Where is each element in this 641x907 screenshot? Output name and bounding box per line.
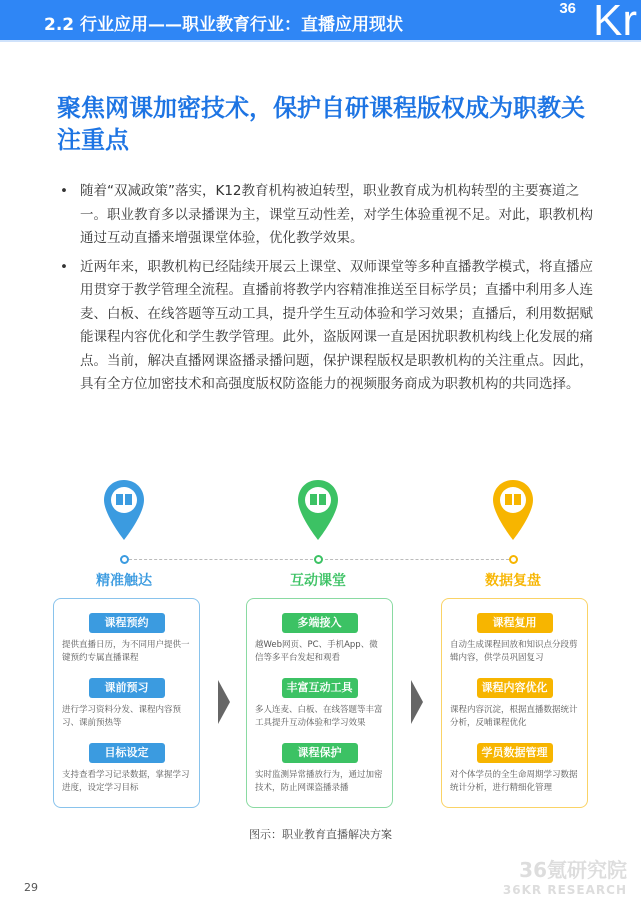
feature-tag: 课程预约 — [89, 613, 165, 633]
column-box — [246, 598, 393, 808]
feature-tag: 课程复用 — [477, 613, 553, 633]
feature-desc: 提供直播日历，为不同用户提供一键预约专属直播课程 — [62, 640, 190, 663]
watermark: 36氪研究院 36KR RESEARCH — [502, 858, 627, 897]
page-heading: 聚焦网课加密技术，保护自研课程版权成为职教关注重点 — [57, 94, 585, 154]
location-pin-book-icon — [296, 478, 340, 544]
feature-tag: 丰富互动工具 — [282, 678, 358, 698]
header-bar: 2.2 行业应用——职业教育行业：直播应用现状 36 Kr — [0, 0, 641, 42]
arrow-right-icon — [218, 680, 230, 724]
feature-desc: 越Web网页、PC、手机App、微信等多平台发起和观看 — [255, 640, 378, 663]
feature-tag: 课程保护 — [282, 743, 358, 763]
feature-tag: 课前预习 — [89, 678, 165, 698]
column-label: 数据复盘 — [485, 573, 541, 589]
column-label: 精准触达 — [96, 573, 152, 589]
page-number: 29 — [24, 881, 38, 894]
bullet-list — [60, 180, 600, 402]
location-pin-book-icon — [102, 478, 146, 544]
feature-tag: 课程内容优化 — [477, 678, 553, 698]
feature-desc: 对个体学员的全生命周期学习数据统计分析，进行精细化管理 — [450, 770, 578, 793]
feature-desc: 课程内容沉淀，根据直播数据统计分析，反哺课程优化 — [450, 705, 578, 728]
column-box — [441, 598, 588, 808]
bullet-item: • 近两年来，职教机构已经陆续开展云上课堂、双师课堂等多种直播教学模式，将直播应用贯穿于教学管理全流程。直播前将教学内容精准推送至目标学员；直播中利用多人连麦、白板、在线答题等互动工具，提升学生互动体验和学习效果；直播后，利用数据赋能课程内容优化和学生教学管理。此外，盗版网课一直是困扰职教机构线上化发展的痛点。当前，解决直播网课盗播录播问题，保护课程版权是职教机构的关注重点。因此，具有全方位加密技术和高强度版权防盗能力的视频服务商成为职教机构的共同选择。 — [60, 258, 593, 392]
column-label: 互动课堂 — [290, 573, 346, 589]
feature-tag: 多端接入 — [282, 613, 358, 633]
figure-caption: 图示：职业教育直播解决方案 — [249, 828, 392, 841]
timeline-node — [509, 555, 518, 564]
feature-tag: 学员数据管理 — [477, 743, 553, 763]
section-title: 2.2 行业应用——职业教育行业：直播应用现状 — [44, 15, 404, 35]
timeline-node — [120, 555, 129, 564]
bullet-item: • 随着“双减政策”落实，K12教育机构被迫转型，职业教育成为机构转型的主要赛道之一。职业教育多以录播课为主，课堂互动性差，对学生体验重视不足。对此，职教机构通过互动直播来增强课堂体验，优化教学效果。 — [60, 183, 593, 246]
timeline-node — [314, 555, 323, 564]
location-pin-book-icon — [491, 478, 535, 544]
feature-tag: 目标设定 — [89, 743, 165, 763]
arrow-right-icon — [411, 680, 423, 724]
feature-desc: 进行学习资料分发、课程内容预习、课前预热等 — [62, 705, 182, 728]
feature-desc: 实时监测异常播放行为，通过加密技术，防止网课盗播录播 — [255, 770, 383, 793]
column-box — [53, 598, 200, 808]
feature-desc: 多人连麦、白板、在线答题等丰富工具提升互动体验和学习效果 — [255, 705, 383, 728]
feature-desc: 支持查看学习记录数据，掌握学习进度，设定学习目标 — [62, 770, 190, 793]
feature-desc: 自动生成课程回放和知识点分段剪辑内容，供学员巩固复习 — [450, 640, 578, 663]
